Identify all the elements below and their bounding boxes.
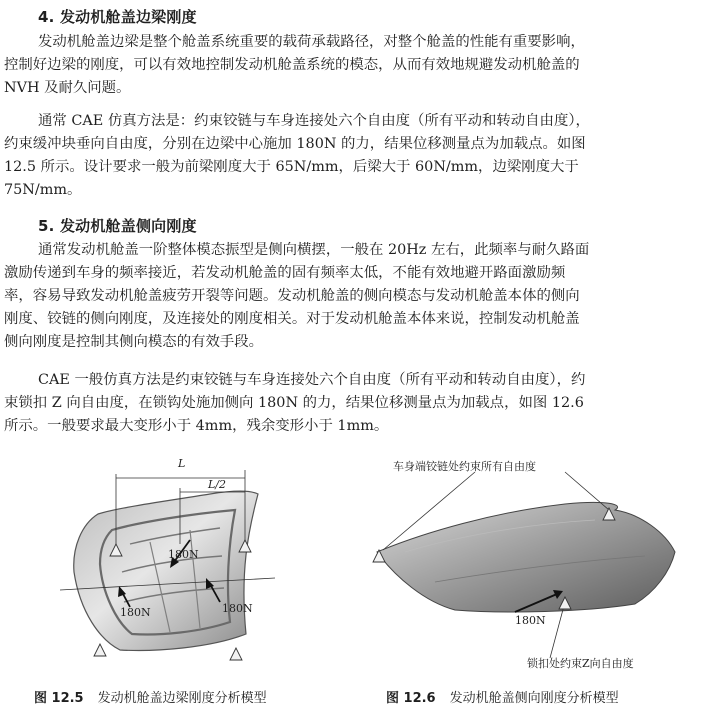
text-line: 控制好边梁的刚度，可以有效地控制发动机舱盖系统的模态，从而有效地规避发动机舱盖的: [4, 57, 580, 73]
caption-text: 发动机舱盖侧向刚度分析模型: [449, 691, 619, 706]
force-label-180n: 180N: [222, 602, 253, 615]
text-line: 通常发动机舱盖一阶整体模态振型是侧向横摆，一般在 20Hz 左右，此频率与耐久路面: [38, 242, 590, 258]
force-label-180n: 180N: [168, 548, 199, 561]
hinge-constraint-label: 车身端铰链处约束所有自由度: [393, 460, 536, 473]
force-label-180n: 180N: [515, 614, 546, 627]
dimension-label-half-L: L/2: [208, 478, 227, 491]
text-line: 通常 CAE 仿真方法是：约束铰链与车身连接处六个自由度（所有平动和转动自由度），: [38, 113, 590, 129]
caption-number: 图 12.5: [34, 691, 84, 706]
text-line: 侧向刚度是控制其侧向模态的有效手段。: [4, 334, 264, 350]
section-4-heading: 4. 发动机舱盖边梁刚度: [38, 8, 197, 26]
figure-12-6: [365, 452, 705, 672]
section-4-paragraph-1: [4, 31, 692, 100]
text-line: 75N/mm。: [4, 182, 82, 198]
text-line: CAE 一般仿真方法是约束铰链与车身连接处六个自由度（所有平动和转动自由度），约: [38, 372, 586, 388]
hood-lateral-stiffness-model-illustration: [365, 452, 705, 672]
latch-constraint-label: 锁扣处约束Z向自由度: [527, 657, 634, 670]
text-line: 12.5 所示。设计要求一般为前梁刚度大于 65N/mm，后梁大于 60N/mm，边梁刚度大于: [4, 159, 579, 175]
caption-text: 发动机舱盖边梁刚度分析模型: [97, 691, 267, 706]
figure-12-5: [60, 452, 300, 667]
text-line: 约束缓冲块垂向自由度，分别在边梁中心施加 180N 的力，结果位移测量点为加载点。如图: [4, 136, 586, 152]
caption-number: 图 12.6: [386, 691, 436, 706]
section-5-paragraph-1: [4, 239, 692, 354]
figure-12-6-caption: [386, 687, 619, 706]
text-line: 所示。一般要求最大变形小于 4mm，残余变形小于 1mm。: [4, 418, 389, 434]
section-5-heading: 5. 发动机舱盖侧向刚度: [38, 217, 197, 235]
text-line: 发动机舱盖边梁是整个舱盖系统重要的载荷承载路径，对整个舱盖的性能有重要影响，: [38, 34, 585, 50]
text-line: 刚度、铰链的侧向刚度，及连接处的刚度相关。对于发动机舱盖本体来说，控制发动机舱盖: [4, 311, 580, 327]
text-line: NVH 及耐久问题。: [4, 80, 131, 96]
text-line: 束锁扣 Z 向自由度，在锁钩处施加侧向 180N 的力，结果位移测量点为加载点，如图 12.6: [4, 395, 584, 411]
figure-12-5-caption: [34, 687, 267, 706]
section-5-paragraph-2: [4, 369, 692, 438]
text-line: 率，容易导致发动机舱盖疲劳开裂等问题。发动机舱盖的侧向模态与发动机舱盖本体的侧向: [4, 288, 580, 304]
section-4-paragraph-2: [4, 110, 692, 202]
text-line: 激励传递到车身的频率接近，若发动机舱盖的固有频率太低，不能有效地避开路面激励频: [4, 265, 566, 281]
force-label-180n: 180N: [120, 606, 151, 619]
dimension-label-L: L: [178, 457, 186, 470]
